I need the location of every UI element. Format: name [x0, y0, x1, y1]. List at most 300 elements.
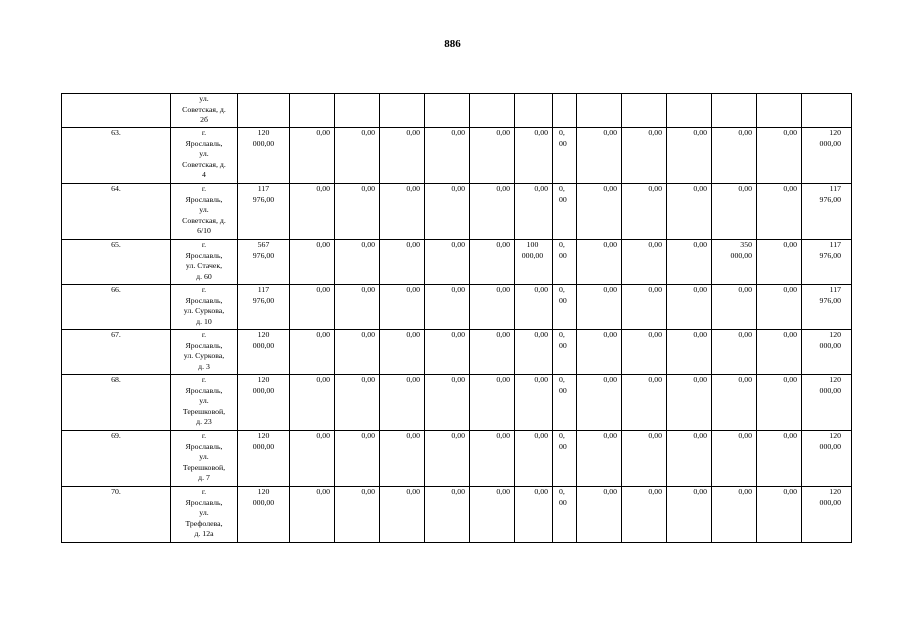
- address-cell: [171, 128, 238, 184]
- value-cell: [577, 431, 622, 487]
- narrow-cell-line: 00: [559, 441, 567, 451]
- address-cell-line: Советская, д.: [182, 104, 226, 114]
- row-total-cell: [802, 240, 852, 285]
- value-cell: [290, 431, 335, 487]
- value-cell-line: 000,00: [521, 250, 544, 260]
- address-cell: [171, 431, 238, 487]
- address-cell-line: г.: [201, 184, 207, 193]
- value-cell: [577, 285, 622, 330]
- value-cell: [712, 431, 757, 487]
- total-cell-line: 976,00: [252, 250, 275, 260]
- value-cell: [380, 330, 425, 375]
- value-cell: [515, 240, 553, 285]
- value-cell-line: 0,00: [316, 487, 330, 496]
- value-cell-line: 0,00: [534, 431, 548, 440]
- value-cell-line: 0,00: [648, 184, 662, 193]
- value-cell-line: 0,00: [693, 330, 707, 339]
- address-cell-line: Советская, д.: [182, 159, 226, 169]
- row-number-cell: [62, 487, 171, 543]
- total-cell-line: 000,00: [252, 441, 275, 451]
- value-cell: [335, 330, 380, 375]
- address-cell-line: ул. Суркова,: [183, 306, 225, 315]
- value-cell: [622, 240, 667, 285]
- value-cell-line: 0,00: [648, 240, 662, 249]
- row-number-cell-line: 69.: [111, 431, 121, 440]
- value-cell-line: 0,00: [406, 431, 420, 440]
- value-cell-line: 100: [526, 240, 539, 249]
- value-cell: [515, 184, 553, 240]
- row-number-cell: [62, 285, 171, 330]
- value-cell-line: 0,00: [648, 285, 662, 294]
- row-total-cell-line: 000,00: [819, 497, 841, 507]
- value-cell: [757, 431, 802, 487]
- address-cell-line: ул. Стачек,: [185, 261, 223, 270]
- value-cell: [380, 184, 425, 240]
- value-cell: [470, 128, 515, 184]
- value-cell-line: 0,00: [316, 184, 330, 193]
- value-cell-line: 0,00: [783, 240, 797, 249]
- value-cell: [577, 128, 622, 184]
- table-row: [62, 487, 852, 543]
- value-cell-line: 0,00: [451, 128, 465, 137]
- value-cell: [470, 330, 515, 375]
- address-cell-line: 2б: [200, 115, 208, 124]
- value-cell-line: 0,00: [783, 184, 797, 193]
- address-cell-line: г.: [201, 128, 207, 137]
- address-cell-line: ул.: [199, 94, 209, 103]
- value-cell: [667, 330, 712, 375]
- total-cell: [238, 240, 290, 285]
- value-cell: [515, 375, 553, 431]
- value-cell-line: 0,00: [693, 240, 707, 249]
- value-cell-line: 0,00: [496, 487, 510, 496]
- value-cell-line: 0,00: [496, 375, 510, 384]
- total-cell-line: 000,00: [252, 340, 275, 350]
- value-cell-line: 0,00: [451, 285, 465, 294]
- value-cell-line: 0,00: [406, 184, 420, 193]
- value-cell: [757, 240, 802, 285]
- row-total-cell-line: 000,00: [819, 138, 841, 148]
- value-cell: [622, 431, 667, 487]
- value-cell: [515, 285, 553, 330]
- narrow-cell-line: 0,: [559, 375, 565, 384]
- value-cell: [622, 184, 667, 240]
- value-cell: [712, 94, 757, 128]
- total-cell-line: 120: [257, 375, 270, 384]
- value-cell: [425, 375, 470, 431]
- table-row: [62, 285, 852, 330]
- value-cell: [667, 128, 712, 184]
- value-cell-line: 0,00: [783, 285, 797, 294]
- table-row: [62, 240, 852, 285]
- value-cell-line: 0,00: [738, 184, 752, 193]
- value-cell-line: 0,00: [603, 487, 617, 496]
- value-cell: [757, 487, 802, 543]
- value-cell: [425, 487, 470, 543]
- value-cell-line: 0,00: [783, 128, 797, 137]
- row-number-cell: [62, 330, 171, 375]
- value-cell: [622, 94, 667, 128]
- value-cell-line: 0,00: [406, 240, 420, 249]
- value-cell: [515, 128, 553, 184]
- narrow-cell-line: 0,: [559, 128, 565, 137]
- value-cell: [667, 285, 712, 330]
- narrow-cell: [553, 128, 577, 184]
- narrow-cell-line: 00: [559, 138, 567, 148]
- value-cell: [335, 128, 380, 184]
- total-cell: [238, 487, 290, 543]
- value-cell: [290, 128, 335, 184]
- value-cell-line: 0,00: [496, 431, 510, 440]
- value-cell: [425, 330, 470, 375]
- value-cell-line: 0,00: [603, 240, 617, 249]
- value-cell: [577, 375, 622, 431]
- value-cell: [290, 94, 335, 128]
- value-cell: [380, 487, 425, 543]
- value-cell-line: 0,00: [738, 431, 752, 440]
- value-cell-line: 0,00: [693, 128, 707, 137]
- row-total-cell-line: 120: [829, 330, 841, 339]
- value-cell-line: 0,00: [783, 330, 797, 339]
- value-cell: [712, 184, 757, 240]
- value-cell-line: 0,00: [693, 285, 707, 294]
- address-cell-line: д. 7: [198, 473, 210, 482]
- narrow-cell-line: 00: [559, 295, 567, 305]
- value-cell-line: 0,00: [534, 184, 548, 193]
- address-cell: [171, 375, 238, 431]
- page-number: 886: [444, 38, 461, 50]
- value-cell-line: 0,00: [451, 330, 465, 339]
- value-cell-line: 0,00: [648, 487, 662, 496]
- value-cell-line: 0,00: [316, 240, 330, 249]
- address-cell-line: Ярославль,: [185, 385, 223, 395]
- value-cell: [667, 94, 712, 128]
- value-cell: [470, 184, 515, 240]
- value-cell: [470, 94, 515, 128]
- row-total-cell-line: 976,00: [819, 295, 841, 305]
- value-cell: [290, 184, 335, 240]
- value-cell: [470, 240, 515, 285]
- value-cell-line: 0,00: [361, 128, 375, 137]
- value-cell: [380, 431, 425, 487]
- value-cell-line: 0,00: [361, 431, 375, 440]
- value-cell-line: 0,00: [603, 330, 617, 339]
- value-cell: [757, 285, 802, 330]
- address-cell-line: д. 3: [198, 361, 210, 371]
- value-cell: [622, 285, 667, 330]
- value-cell-line: 0,00: [451, 487, 465, 496]
- value-cell: [577, 487, 622, 543]
- value-cell-line: 0,00: [738, 487, 752, 496]
- value-cell: [757, 94, 802, 128]
- table-row: [62, 431, 852, 487]
- value-cell: [757, 184, 802, 240]
- value-cell: [470, 487, 515, 543]
- address-cell-line: Ярославль,: [185, 441, 223, 451]
- row-number-cell: [62, 94, 171, 128]
- value-cell-line: 0,00: [361, 330, 375, 339]
- value-cell: [335, 285, 380, 330]
- value-cell: [757, 128, 802, 184]
- value-cell-line: 0,00: [451, 184, 465, 193]
- total-cell-line: 120: [257, 128, 270, 137]
- value-cell-line: 0,00: [361, 487, 375, 496]
- table-body: [62, 94, 852, 543]
- value-cell-line: 0,00: [316, 330, 330, 339]
- value-cell: [712, 285, 757, 330]
- value-cell-line: 0,00: [451, 240, 465, 249]
- value-cell: [622, 330, 667, 375]
- row-total-cell-line: 120: [829, 487, 841, 496]
- address-cell-line: Терешковой,: [182, 462, 226, 472]
- value-cell-line: 0,00: [406, 285, 420, 294]
- value-cell: [515, 94, 553, 128]
- address-cell-line: Ярославль,: [185, 340, 223, 350]
- address-cell-line: Ярославль,: [185, 295, 223, 305]
- address-cell-line: Ярославль,: [185, 138, 223, 148]
- row-total-cell-line: 976,00: [819, 194, 841, 204]
- value-cell-line: 0,00: [534, 375, 548, 384]
- value-cell: [425, 285, 470, 330]
- value-cell-line: 0,00: [783, 375, 797, 384]
- value-cell-line: 0,00: [534, 285, 548, 294]
- value-cell: [667, 184, 712, 240]
- value-cell: [290, 487, 335, 543]
- value-cell: [470, 431, 515, 487]
- row-total-cell-line: 120: [829, 375, 841, 384]
- value-cell-line: 0,00: [496, 240, 510, 249]
- total-cell-line: 117: [257, 285, 270, 294]
- row-number-cell-line: 70.: [111, 487, 121, 496]
- address-cell-line: ул.: [199, 452, 209, 461]
- value-cell: [470, 285, 515, 330]
- address-cell: [171, 330, 238, 375]
- narrow-cell-line: 0,: [559, 285, 565, 294]
- value-cell: [757, 330, 802, 375]
- narrow-cell-line: 00: [559, 497, 567, 507]
- value-cell: [290, 375, 335, 431]
- narrow-cell-line: 0,: [559, 431, 565, 440]
- value-cell-line: 0,00: [316, 431, 330, 440]
- address-cell-line: ул.: [199, 508, 209, 517]
- value-cell-line: 0,00: [648, 128, 662, 137]
- table-row: [62, 184, 852, 240]
- value-cell: [515, 431, 553, 487]
- value-cell-line: 0,00: [316, 285, 330, 294]
- narrow-cell: [553, 94, 577, 128]
- address-cell-line: г.: [201, 285, 207, 294]
- value-cell-line: 0,00: [648, 375, 662, 384]
- value-cell-line: 0,00: [738, 285, 752, 294]
- value-cell: [380, 375, 425, 431]
- value-cell-line: 0,00: [648, 431, 662, 440]
- value-cell-line: 0,00: [406, 128, 420, 137]
- address-cell-line: ул.: [199, 205, 209, 214]
- total-cell-line: 000,00: [252, 138, 275, 148]
- address-cell-line: д. 12а: [194, 529, 214, 538]
- value-cell: [577, 330, 622, 375]
- value-cell: [757, 375, 802, 431]
- value-cell: [712, 240, 757, 285]
- narrow-cell-line: 00: [559, 385, 567, 395]
- value-cell-line: 0,00: [693, 487, 707, 496]
- total-cell: [238, 285, 290, 330]
- value-cell: [335, 487, 380, 543]
- value-cell-line: 0,00: [496, 285, 510, 294]
- row-total-cell: [802, 285, 852, 330]
- value-cell: [425, 184, 470, 240]
- value-cell: [290, 240, 335, 285]
- row-total-cell: [802, 128, 852, 184]
- value-cell-line: 0,00: [451, 375, 465, 384]
- value-cell: [577, 184, 622, 240]
- value-cell: [425, 431, 470, 487]
- address-cell: [171, 184, 238, 240]
- value-cell-line: 350: [740, 240, 752, 249]
- narrow-cell-line: 00: [559, 250, 567, 260]
- address-cell-line: г.: [201, 431, 207, 440]
- narrow-cell: [553, 285, 577, 330]
- value-cell: [290, 330, 335, 375]
- address-cell-line: г.: [201, 487, 207, 496]
- value-cell-line: 0,00: [783, 431, 797, 440]
- address-cell-line: г.: [201, 330, 207, 339]
- value-cell-line: 0,00: [361, 285, 375, 294]
- value-cell: [577, 94, 622, 128]
- value-cell: [425, 240, 470, 285]
- row-total-cell-line: 117: [829, 240, 841, 249]
- value-cell: [380, 128, 425, 184]
- value-cell: [712, 487, 757, 543]
- total-cell: [238, 184, 290, 240]
- value-cell: [515, 487, 553, 543]
- row-total-cell: [802, 375, 852, 431]
- address-cell-line: Ярославль,: [185, 497, 223, 507]
- narrow-cell: [553, 184, 577, 240]
- address-cell-line: г.: [201, 375, 207, 384]
- address-cell-line: Советская, д.: [182, 215, 226, 225]
- value-cell: [290, 285, 335, 330]
- row-number-cell: [62, 375, 171, 431]
- address-cell: [171, 94, 238, 128]
- total-cell: [238, 94, 290, 128]
- address-cell-line: 4: [202, 170, 206, 179]
- narrow-cell: [553, 240, 577, 285]
- value-cell-line: 0,00: [361, 240, 375, 249]
- address-cell-line: Терешковой,: [182, 406, 226, 416]
- value-cell-line: 0,00: [451, 431, 465, 440]
- value-cell: [335, 431, 380, 487]
- value-cell-line: 0,00: [406, 375, 420, 384]
- value-cell: [470, 375, 515, 431]
- value-cell-line: 0,00: [738, 375, 752, 384]
- address-cell-line: Ярославль,: [185, 194, 223, 204]
- narrow-cell-line: 00: [559, 340, 567, 350]
- row-total-cell-line: 000,00: [819, 385, 841, 395]
- total-cell-line: 117: [257, 184, 270, 193]
- address-cell: [171, 240, 238, 285]
- row-number-cell: [62, 431, 171, 487]
- value-cell: [380, 240, 425, 285]
- value-cell-line: 0,00: [603, 375, 617, 384]
- value-cell-line: 0,00: [534, 128, 548, 137]
- row-number-cell: [62, 240, 171, 285]
- total-cell: [238, 431, 290, 487]
- value-cell: [380, 285, 425, 330]
- value-cell-line: 0,00: [648, 330, 662, 339]
- address-cell-line: д. 23: [196, 417, 212, 426]
- value-cell: [622, 375, 667, 431]
- value-cell: [335, 240, 380, 285]
- value-cell: [667, 375, 712, 431]
- address-cell: [171, 285, 238, 330]
- value-cell: [712, 128, 757, 184]
- row-number-cell-line: 66.: [111, 285, 121, 294]
- narrow-cell-line: 0,: [559, 487, 565, 496]
- address-cell-line: Ярославль,: [185, 250, 223, 260]
- narrow-cell: [553, 431, 577, 487]
- table-row: [62, 375, 852, 431]
- row-total-cell: [802, 184, 852, 240]
- value-cell-line: 0,00: [496, 128, 510, 137]
- narrow-cell: [553, 330, 577, 375]
- row-total-cell: [802, 431, 852, 487]
- row-total-cell-line: 120: [829, 431, 841, 440]
- total-cell-line: 567: [257, 240, 270, 249]
- value-cell: [712, 330, 757, 375]
- total-cell-line: 000,00: [252, 385, 275, 395]
- value-cell: [712, 375, 757, 431]
- value-cell-line: 0,00: [361, 184, 375, 193]
- value-cell: [667, 487, 712, 543]
- value-cell: [577, 240, 622, 285]
- row-total-cell: [802, 94, 852, 128]
- value-cell: [622, 487, 667, 543]
- row-number-cell: [62, 128, 171, 184]
- address-cell-line: ул. Суркова,: [183, 351, 225, 360]
- value-cell-line: 0,00: [496, 184, 510, 193]
- value-cell: [335, 184, 380, 240]
- table-row: [62, 94, 852, 128]
- row-total-cell: [802, 487, 852, 543]
- value-cell-line: 0,00: [738, 128, 752, 137]
- value-cell: [515, 330, 553, 375]
- total-cell-line: 976,00: [252, 194, 275, 204]
- address-cell-line: г.: [201, 240, 207, 249]
- narrow-cell-line: 0,: [559, 240, 565, 249]
- row-total-cell-line: 976,00: [819, 250, 841, 260]
- value-cell-line: 0,00: [406, 330, 420, 339]
- value-cell-line: 0,00: [693, 184, 707, 193]
- address-cell-line: д. 60: [196, 271, 212, 281]
- value-cell-line: 0,00: [693, 431, 707, 440]
- row-number-cell-line: 63.: [111, 128, 121, 137]
- value-cell-line: 0,00: [534, 330, 548, 339]
- total-cell: [238, 375, 290, 431]
- value-cell: [335, 94, 380, 128]
- value-cell-line: 0,00: [603, 184, 617, 193]
- value-cell-line: 0,00: [361, 375, 375, 384]
- total-cell-line: 120: [257, 330, 270, 339]
- address-cell: [171, 487, 238, 543]
- row-total-cell-line: 000,00: [819, 441, 841, 451]
- row-number-cell: [62, 184, 171, 240]
- row-total-cell-line: 117: [829, 285, 841, 294]
- value-cell: [425, 94, 470, 128]
- address-cell-line: ул.: [199, 149, 209, 158]
- row-total-cell-line: 120: [829, 128, 841, 137]
- value-cell: [667, 240, 712, 285]
